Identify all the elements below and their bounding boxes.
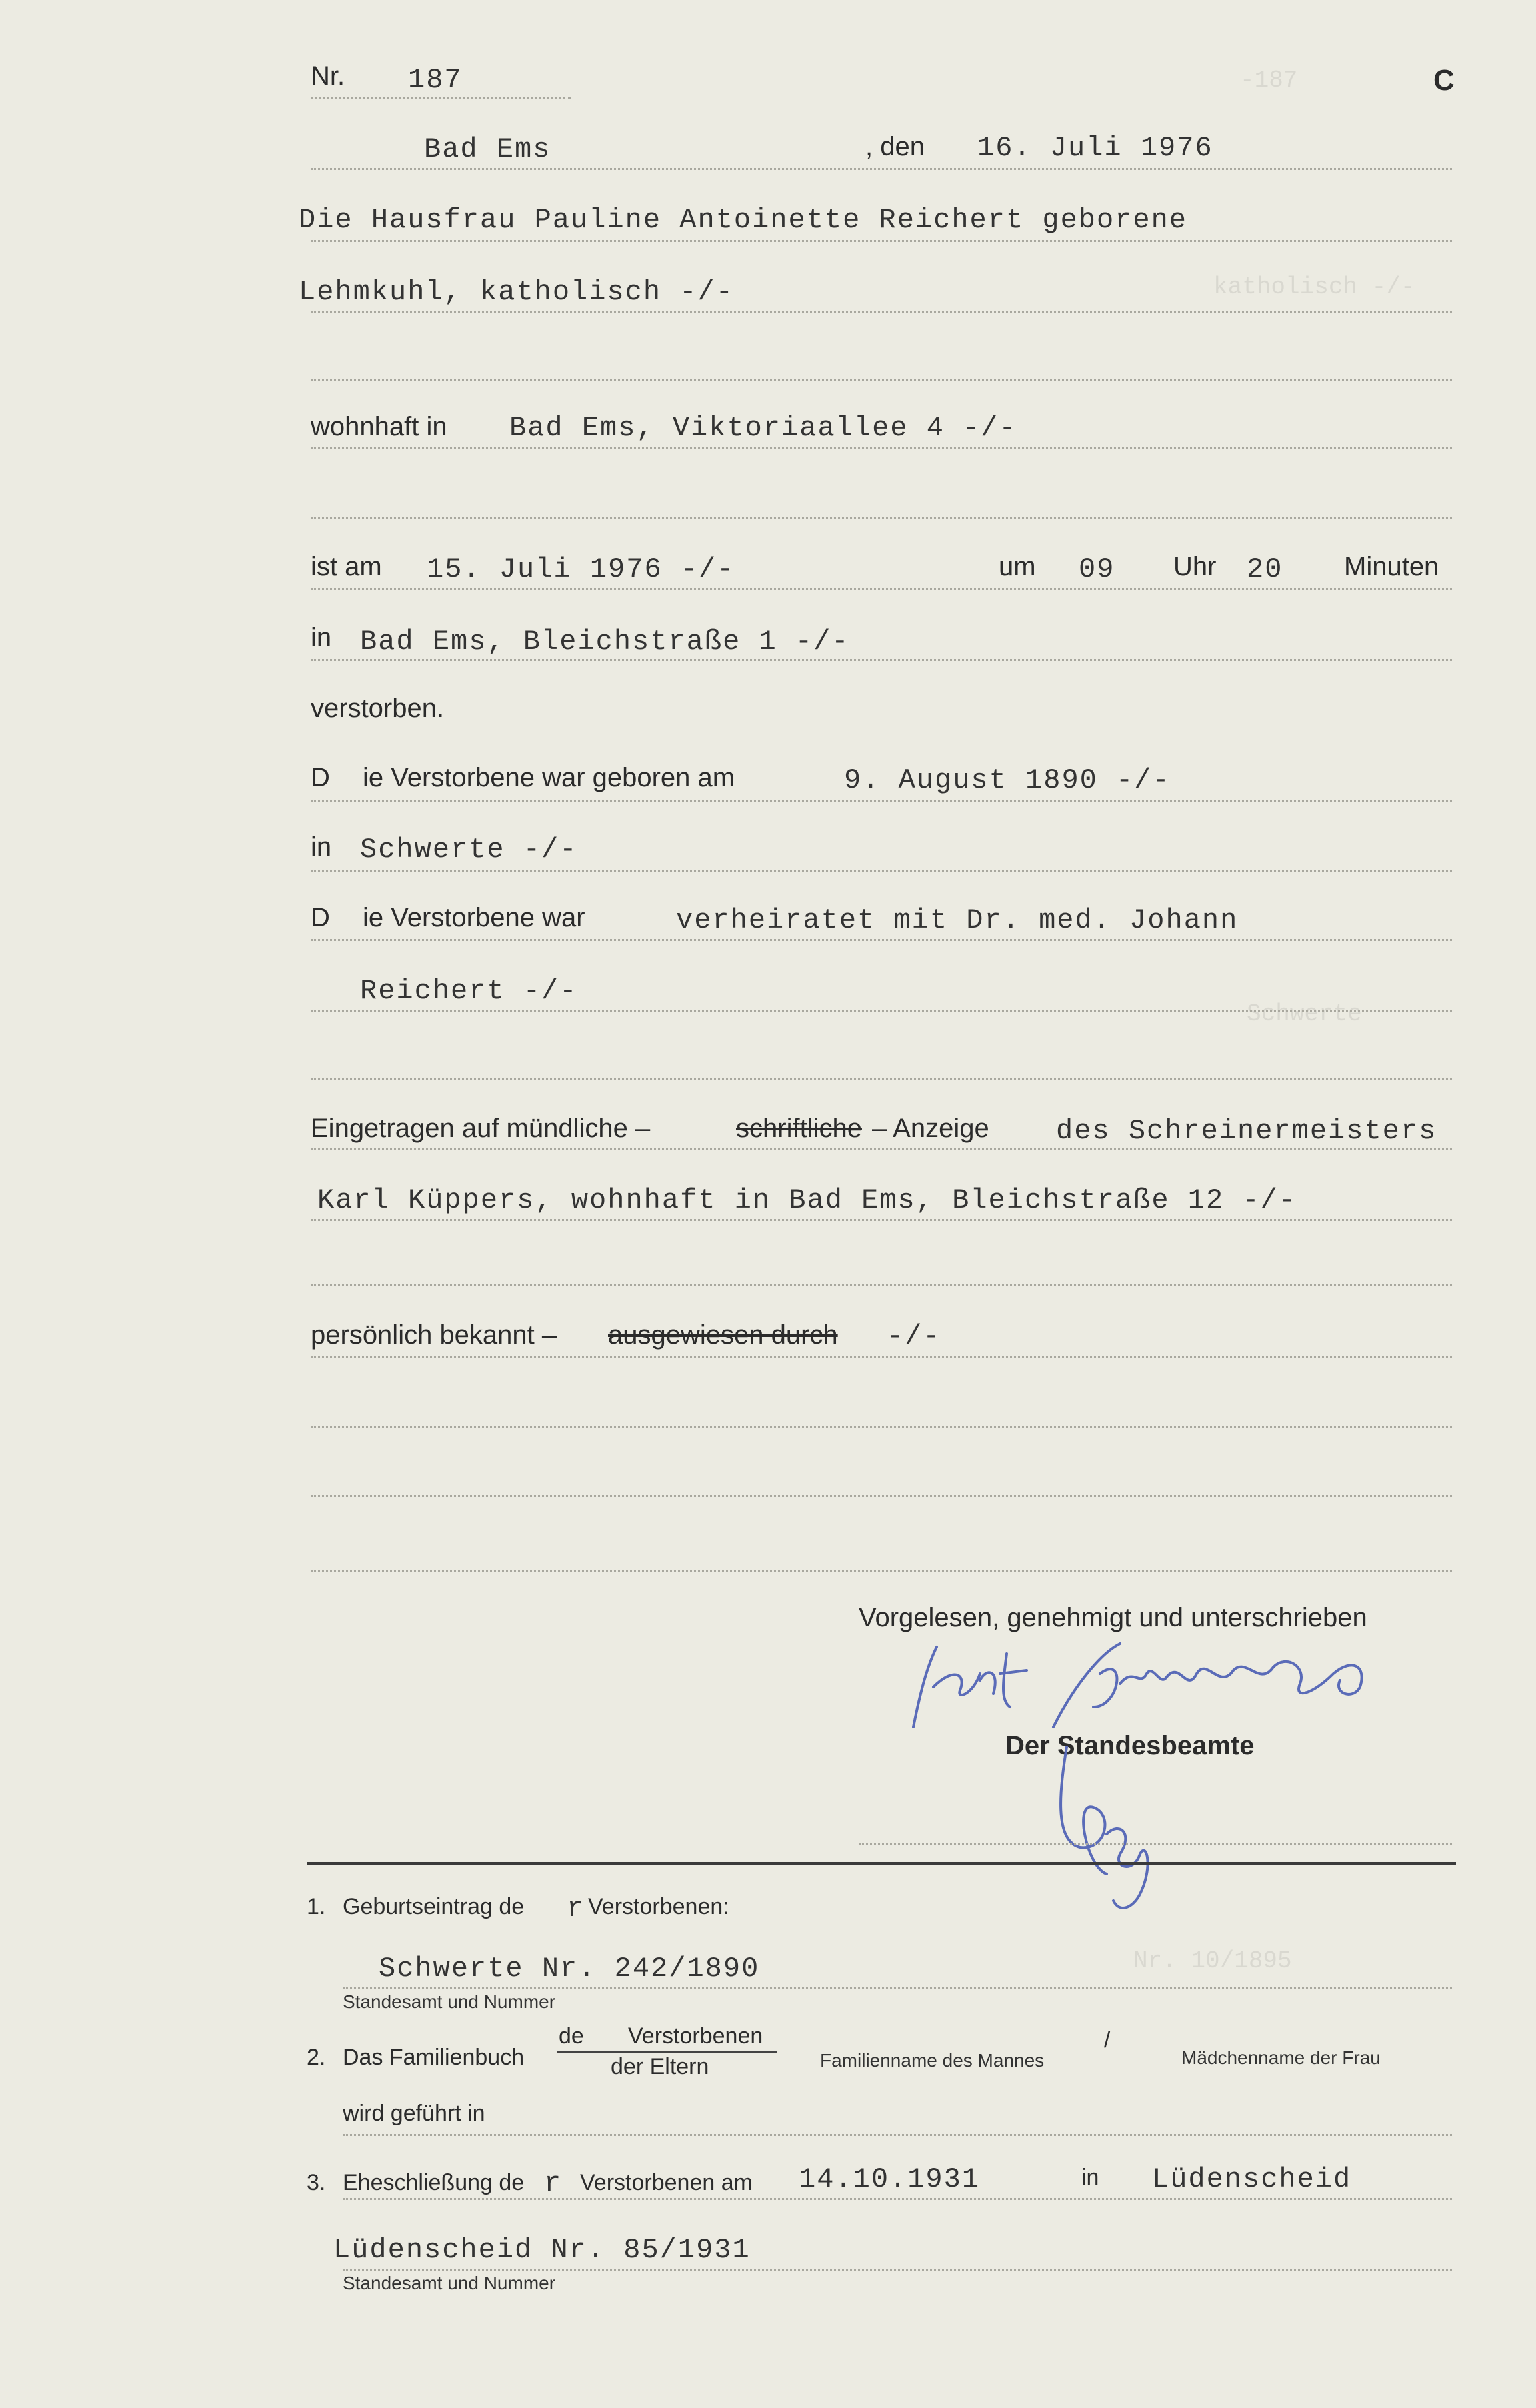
- f3-r: r: [544, 2167, 563, 2199]
- f2-top: Verstorbenen: [628, 2023, 763, 2049]
- page-letter: C: [1433, 64, 1455, 97]
- place-value: Bad Ems: [424, 133, 551, 165]
- person-line-1: Die Hausfrau Pauline Antoinette Reichert geborene: [299, 204, 1188, 236]
- f1-number: 1.: [307, 1894, 326, 1919]
- bleed-through: -187: [1240, 67, 1298, 94]
- bleed-through: Nr. 10/1895: [1133, 1947, 1292, 1975]
- den-label: , den: [865, 132, 925, 161]
- f2-frau: Mädchenname der Frau: [1181, 2047, 1381, 2068]
- f2-number: 2.: [307, 2045, 326, 2070]
- in-label-2: in: [311, 832, 332, 862]
- death-date: 15. Juli 1976 -/-: [427, 553, 735, 585]
- date-value: 16. Juli 1976: [977, 132, 1213, 164]
- section-divider: [307, 1862, 1456, 1865]
- f2-label: Das Familienbuch: [343, 2045, 525, 2070]
- f1-value: Schwerte Nr. 242/1890: [379, 1953, 760, 1985]
- ausgewiesen-struck: ausgewiesen durch: [608, 1320, 838, 1350]
- bekannt-label: persönlich bekannt –: [311, 1320, 557, 1350]
- uhr-label: Uhr: [1173, 552, 1217, 581]
- person-line-2: Lehmkuhl, katholisch -/-: [299, 276, 734, 308]
- informant-signature: [900, 1627, 1393, 1740]
- minute-value: 20: [1247, 553, 1283, 585]
- nr-value: 187: [408, 64, 463, 96]
- informant-line-1: des Schreinermeisters: [1056, 1115, 1437, 1147]
- f2-bottom: der Eltern: [611, 2054, 709, 2079]
- f2-mann: Familienname des Mannes: [820, 2050, 1045, 2071]
- eingetragen-label: Eingetragen auf mündliche –: [311, 1114, 651, 1143]
- verstorben-label: verstorben.: [311, 694, 445, 723]
- in-label: in: [311, 623, 332, 652]
- f3-label: Eheschließung de: [343, 2170, 525, 2195]
- standesbeamte-label: Der Standesbeamte: [1005, 1731, 1255, 1760]
- anzeige-label: – Anzeige: [872, 1114, 989, 1143]
- ist-am-label: ist am: [311, 552, 382, 581]
- f3-value: Lüdenscheid Nr. 85/1931: [333, 2234, 751, 2266]
- official-signature: [1040, 1734, 1160, 1921]
- f3-label-2: Verstorbenen am: [580, 2170, 753, 2195]
- um-label: um: [999, 552, 1036, 581]
- minuten-label: Minuten: [1344, 552, 1439, 581]
- married-value-2: Reichert -/-: [360, 975, 578, 1007]
- f2-slash: /: [1104, 2027, 1111, 2053]
- born-label: ie Verstorbene war geboren am: [363, 763, 735, 792]
- f3-caption: Standesamt und Nummer: [343, 2273, 556, 2293]
- f1-r: r: [567, 1893, 585, 1925]
- f3-place: Lüdenscheid: [1152, 2163, 1352, 2195]
- hour-value: 09: [1079, 553, 1115, 585]
- f2-label-2: wird geführt in: [343, 2101, 485, 2126]
- f3-date: 14.10.1931: [799, 2163, 981, 2195]
- schriftliche-struck: schriftliche: [736, 1114, 862, 1143]
- married-value: verheiratet mit Dr. med. Johann: [676, 904, 1239, 936]
- informant-line-2: Karl Küppers, wohnhaft in Bad Ems, Bleichstraße 12 -/-: [317, 1184, 1297, 1216]
- birth-place: Schwerte -/-: [360, 834, 578, 866]
- birth-date: 9. August 1890 -/-: [844, 764, 1171, 796]
- f3-in: in: [1081, 2165, 1099, 2190]
- f1-label-2: Verstorbenen:: [588, 1894, 729, 1919]
- bekannt-value: -/-: [887, 1320, 941, 1352]
- f1-caption: Standesamt und Nummer: [343, 1991, 556, 2012]
- vorgelesen-label: Vorgelesen, genehmigt und unterschrieben: [859, 1603, 1367, 1632]
- married-label: ie Verstorbene war: [363, 903, 585, 932]
- f2-de: de: [559, 2023, 584, 2049]
- wohnhaft-label: wohnhaft in: [311, 412, 447, 441]
- death-place: Bad Ems, Bleichstraße 1 -/-: [360, 626, 850, 658]
- f3-number: 3.: [307, 2170, 326, 2195]
- d-letter: D: [311, 763, 330, 792]
- wohnhaft-value: Bad Ems, Viktoriaallee 4 -/-: [509, 412, 1017, 444]
- f1-label: Geburtseintrag de: [343, 1894, 525, 1919]
- nr-label: Nr.: [311, 61, 345, 91]
- d-letter-2: D: [311, 903, 330, 932]
- bleed-through: katholisch -/-: [1213, 273, 1415, 301]
- bleed-through: Schwerte: [1247, 1000, 1362, 1028]
